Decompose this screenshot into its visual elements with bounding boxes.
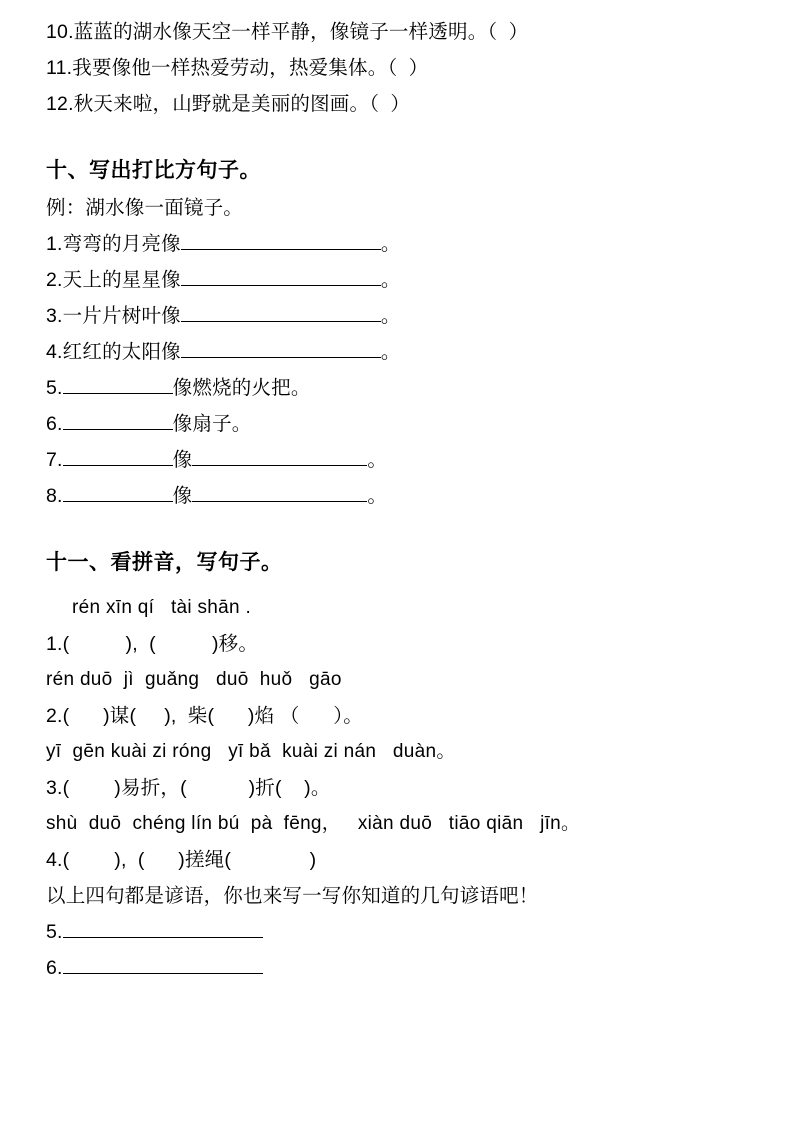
section-ten-title: 十、写出打比方句子。 bbox=[46, 159, 261, 182]
sentence-line: 2.( )谋( ), 柴( )焰 （ ）。 bbox=[46, 705, 363, 727]
answer-blank-secondary[interactable] bbox=[192, 448, 367, 466]
exercise-suffix: 。 bbox=[380, 341, 401, 363]
exercise-prefix: 3.一片片树叶像 bbox=[46, 305, 181, 327]
exercise-prefix: 8. bbox=[46, 485, 63, 507]
write-line-prefix: 6. bbox=[46, 957, 63, 979]
exercise-row bbox=[46, 478, 754, 514]
exercise-suffix: 。 bbox=[380, 269, 401, 291]
spacer bbox=[46, 122, 754, 152]
spacer bbox=[46, 514, 754, 544]
exercise-row bbox=[46, 262, 754, 298]
exercise-suffix: 像燃烧的火把。 bbox=[172, 377, 311, 399]
answer-blank[interactable] bbox=[181, 304, 381, 322]
section-ten-example: 例：湖水像一面镜子。 bbox=[46, 197, 244, 219]
section-ten bbox=[46, 152, 754, 514]
write-line-row bbox=[46, 914, 754, 950]
pinyin-line: rén duō jì guǎng duō huǒ gāo bbox=[46, 669, 342, 690]
section-eleven bbox=[46, 544, 754, 986]
exercise-prefix: 5. bbox=[46, 377, 63, 399]
pinyin-line: shù duō chéng lín bú pà fēng， xiàn duō tiāo qiān jīn。 bbox=[46, 813, 581, 834]
exercise-row bbox=[46, 406, 754, 442]
exercise-suffix: 。 bbox=[380, 233, 401, 255]
spacer bbox=[46, 582, 754, 590]
answer-blank[interactable] bbox=[181, 268, 381, 286]
sentence-line: 1.( ), ( )移。 bbox=[46, 633, 259, 655]
answer-blank[interactable] bbox=[63, 448, 173, 466]
exercise-suffix-secondary: 。 bbox=[367, 449, 388, 471]
section-eleven-title: 十一、看拼音，写句子。 bbox=[46, 551, 283, 574]
exercise-prefix: 2.天上的星星像 bbox=[46, 269, 181, 291]
exercise-row bbox=[46, 298, 754, 334]
list-item: 11.我要像他一样热爱劳动，热爱集体。（ ） bbox=[46, 57, 429, 79]
exercise-prefix: 1.弯弯的月亮像 bbox=[46, 233, 181, 255]
exercise-prefix: 7. bbox=[46, 449, 63, 471]
answer-blank[interactable] bbox=[181, 340, 381, 358]
exercise-row bbox=[46, 442, 754, 478]
answer-blank[interactable] bbox=[63, 920, 263, 938]
top-true-false-items bbox=[46, 14, 754, 122]
exercise-suffix: 像扇子。 bbox=[172, 413, 252, 435]
write-line-row bbox=[46, 950, 754, 986]
answer-blank[interactable] bbox=[63, 484, 173, 502]
exercise-suffix-secondary: 。 bbox=[367, 485, 388, 507]
answer-blank[interactable] bbox=[63, 956, 263, 974]
sentence-line: 4.( ), ( )搓绳( ) bbox=[46, 849, 317, 871]
exercise-row bbox=[46, 334, 754, 370]
exercise-suffix: 。 bbox=[380, 305, 401, 327]
answer-blank[interactable] bbox=[181, 232, 381, 250]
exercise-prefix: 4.红红的太阳像 bbox=[46, 341, 181, 363]
answer-blank[interactable] bbox=[63, 376, 173, 394]
sentence-line: 3.( )易折，( )折( )。 bbox=[46, 777, 331, 799]
answer-blank[interactable] bbox=[63, 412, 173, 430]
pinyin-line: yī gēn kuài zi róng yī bǎ kuài zi nán duàn。 bbox=[46, 741, 456, 762]
exercise-row bbox=[46, 226, 754, 262]
exercise-prefix: 6. bbox=[46, 413, 63, 435]
list-item: 12.秋天来啦，山野就是美丽的图画。（ ） bbox=[46, 93, 411, 115]
write-line-prefix: 5. bbox=[46, 921, 63, 943]
pinyin-line: rén xīn qí tài shān . bbox=[72, 597, 252, 618]
exercise-row bbox=[46, 370, 754, 406]
exercise-suffix: 像 bbox=[172, 485, 193, 507]
answer-blank-secondary[interactable] bbox=[192, 484, 367, 502]
list-item: 10.蓝蓝的湖水像天空一样平静，像镜子一样透明。（ ） bbox=[46, 21, 529, 43]
exercise-suffix: 像 bbox=[172, 449, 193, 471]
section-eleven-note: 以上四句都是谚语，你也来写一写你知道的几句谚语吧！ bbox=[46, 885, 539, 907]
